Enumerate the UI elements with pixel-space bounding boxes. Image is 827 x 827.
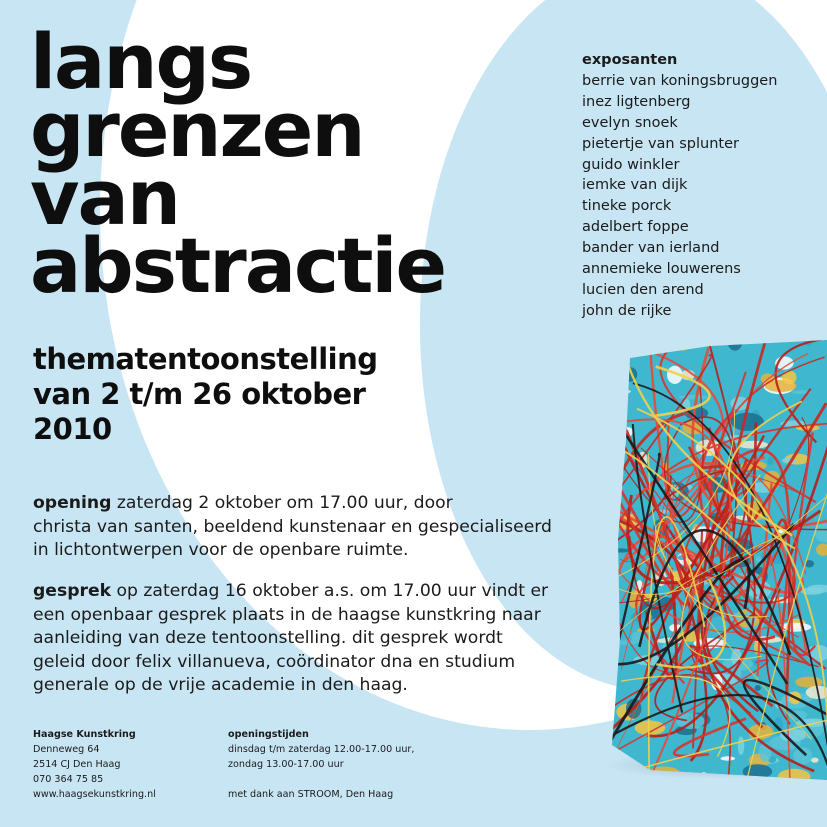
- paint-stroke: [811, 758, 819, 763]
- opening-text: christa van santen, beeldend kunstenaar en gespecialiseerd: [33, 516, 552, 537]
- gesprek-text: aanleiding van deze tentoonstelling. dit gesprek wordt: [33, 628, 503, 648]
- opening-paragraph: [33, 492, 593, 563]
- gesprek-text: geleid door felix villanueva, coördinator dna en studium: [33, 651, 516, 672]
- paint-stroke: [590, 741, 597, 748]
- exhibitor-name: pietertje van splunter: [582, 135, 739, 152]
- exhibitor-name: evelyn snoek: [582, 114, 678, 131]
- paint-stroke: [613, 389, 630, 394]
- paint-stroke: [767, 457, 773, 465]
- paint-stroke: [594, 636, 611, 653]
- paint-stroke: [755, 685, 761, 691]
- subtitle-line: thematentoonstelling: [33, 342, 378, 376]
- title-line: grenzen: [30, 85, 364, 174]
- exhibitor-name: adelbert foppe: [582, 219, 689, 236]
- opening-hours-sunday: zondag 13.00-17.00 uur: [228, 759, 344, 770]
- opening-hours-heading: openingstijden: [228, 729, 309, 740]
- paint-stroke: [590, 408, 612, 424]
- poster-subtitle: [33, 342, 378, 447]
- exhibitor-name: berrie van koningsbruggen: [582, 72, 778, 89]
- gesprek-label: gesprek: [33, 581, 112, 601]
- artwork-image: [590, 340, 827, 780]
- title-line: van: [30, 153, 179, 242]
- exhibitor-name: bander van ierland: [582, 240, 720, 257]
- paint-stroke: [593, 654, 617, 665]
- paint-stroke: [595, 397, 603, 403]
- opening-text: in lichtontwerpen voor de openbare ruimte.: [33, 540, 409, 560]
- venue-phone: 070 364 75 85: [33, 774, 104, 785]
- opening-hours: [228, 727, 414, 802]
- exhibitor-name: lucien den arend: [582, 281, 704, 298]
- paint-stroke: [601, 363, 621, 369]
- opening-hours-weekdays: dinsdag t/m zaterdag 12.00-17.00 uur,: [228, 744, 415, 755]
- exhibitor-name: inez ligtenberg: [582, 93, 691, 110]
- paint-stroke: [595, 664, 611, 679]
- poster-title: [30, 17, 445, 310]
- paint-stroke: [590, 581, 614, 585]
- gesprek-paragraph: [33, 580, 593, 698]
- venue-name: Haagse Kunstkring: [33, 729, 136, 740]
- venue-city: 2514 CJ Den Haag: [33, 759, 121, 770]
- subtitle-line: 2010: [33, 412, 112, 446]
- paint-stroke: [592, 706, 601, 714]
- thanks-note: met dank aan STROOM, Den Haag: [228, 789, 394, 800]
- paint-stroke: [590, 432, 619, 452]
- artwork-paint: [590, 340, 827, 780]
- paint-stroke: [606, 640, 637, 645]
- venue-website[interactable]: www.haagsekunstkring.nl: [33, 789, 156, 800]
- exhibitors-heading: exposanten: [582, 52, 678, 68]
- gesprek-text: op zaterdag 16 oktober a.s. om 17.00 uur vindt er: [111, 581, 549, 601]
- exhibitors-list: [582, 50, 777, 322]
- paint-stroke: [590, 770, 599, 780]
- exhibitor-name: tineke porck: [582, 198, 672, 215]
- paint-stroke: [603, 613, 620, 624]
- paint-stroke: [590, 340, 617, 350]
- exhibitor-name: annemieke louwerens: [582, 261, 741, 278]
- venue-address: [33, 727, 156, 802]
- gesprek-text: een openbaar gesprek plaats in de haagse kunstkring naar: [33, 604, 541, 625]
- spacer: [228, 772, 414, 787]
- title-line: abstractie: [30, 221, 445, 310]
- exhibitor-name: guido winkler: [582, 156, 680, 173]
- paint-stroke: [674, 340, 691, 351]
- paint-stroke: [738, 737, 745, 755]
- opening-text: zaterdag 2 oktober om 17.00 uur, door: [111, 493, 453, 513]
- opening-label: opening: [33, 493, 112, 513]
- paint-stroke: [616, 402, 623, 414]
- subtitle-line: van 2 t/m 26 oktober: [33, 377, 366, 411]
- title-line: langs: [30, 17, 252, 106]
- paint-stroke: [610, 548, 630, 552]
- gesprek-text: generale op de vrije academie in den haag.: [33, 675, 408, 695]
- venue-street: Denneweg 64: [33, 744, 100, 755]
- exhibitor-name: john de rijke: [582, 302, 672, 319]
- paint-stroke: [590, 340, 600, 345]
- paint-stroke: [679, 395, 708, 399]
- paint-stroke: [721, 756, 736, 760]
- paint-stroke: [782, 371, 797, 385]
- exhibitor-name: iemke van dijk: [582, 177, 688, 194]
